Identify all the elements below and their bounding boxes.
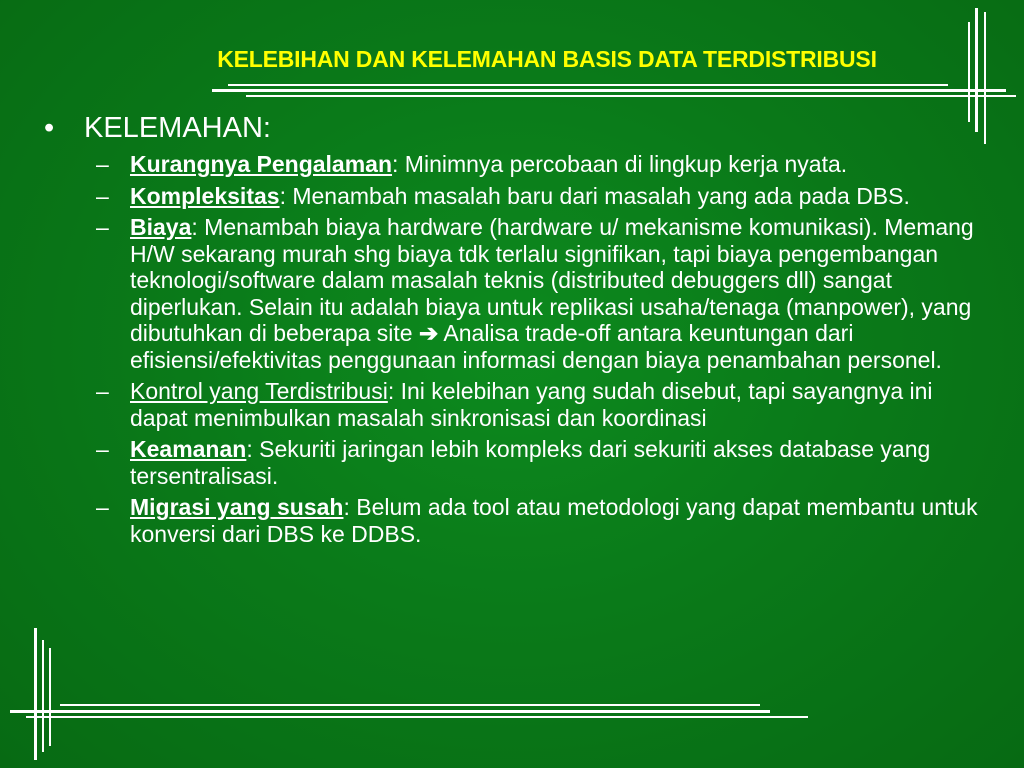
list-item-text [130, 378, 994, 431]
page-title: KELEBIHAN DAN KELEMAHAN BASIS DATA TERDISTRIBUSI [217, 46, 877, 72]
list-item-text [130, 214, 994, 373]
item-description: : Menambah biaya hardware (hardware u/ mekanisme komunikasi). Memang H/W sekarang murah shg biaya tdk terlalu signifikan, tapi biaya pengembangan teknologi/software dalam masalah teknis (distributed debuggers dll) sangat diperlukan. Selain itu adalah biaya untuk replikasi usaha/tenaga (manpower), yang dibutuhkan di beberapa site [130, 214, 974, 346]
dash-marker: – [96, 182, 109, 209]
slide-content [44, 112, 994, 552]
main-bullet-label: KELEMAHAN: [84, 112, 271, 144]
list-item-text [130, 436, 994, 489]
list-item [96, 183, 994, 210]
item-description: : Ini kelebihan yang sudah disebut, tapi sayangnya ini dapat menimbulkan masalah sinkronisasi dan koordinasi [130, 378, 933, 431]
arrow-right-icon: ➔ [419, 320, 439, 346]
item-description: : Minimnya percobaan di lingkup kerja nyata. [392, 151, 848, 177]
list-item [96, 151, 994, 178]
weakness-list [96, 151, 994, 547]
main-bullet [44, 112, 994, 145]
item-term: Kompleksitas [130, 182, 280, 209]
list-item [96, 378, 994, 431]
item-description: : Belum ada tool atau metodologi yang dapat membantu untuk konversi dari DBS ke DDBS. [130, 494, 978, 547]
item-term: Kontrol yang Terdistribusi [130, 378, 388, 404]
dash-marker: – [96, 494, 109, 520]
item-description: : Menambah masalah baru dari masalah yang ada pada DBS. [279, 182, 910, 209]
bullet-marker: • [44, 112, 55, 144]
dash-marker: – [96, 436, 109, 462]
list-item [96, 494, 994, 547]
item-description-continued: Analisa trade-off antara keuntungan dari efisiensi/efektivitas penggunaan informasi dengan biaya penambahan personel. [130, 320, 942, 373]
list-item-text [130, 183, 994, 210]
dash-marker: – [96, 214, 109, 240]
title-container [0, 46, 1024, 73]
list-item [96, 436, 994, 489]
item-term: Migrasi yang susah [130, 494, 344, 520]
list-item-text [130, 151, 994, 178]
item-term: Kurangnya Pengalaman [130, 151, 393, 177]
dash-marker: – [96, 151, 109, 177]
item-description: : Sekuriti jaringan lebih kompleks dari sekuriti akses database yang tersentralisasi. [130, 436, 931, 489]
item-term: Biaya [130, 214, 192, 240]
list-item [96, 214, 994, 373]
item-term: Keamanan [130, 436, 247, 462]
dash-marker: – [96, 378, 109, 404]
list-item-text [130, 494, 994, 547]
